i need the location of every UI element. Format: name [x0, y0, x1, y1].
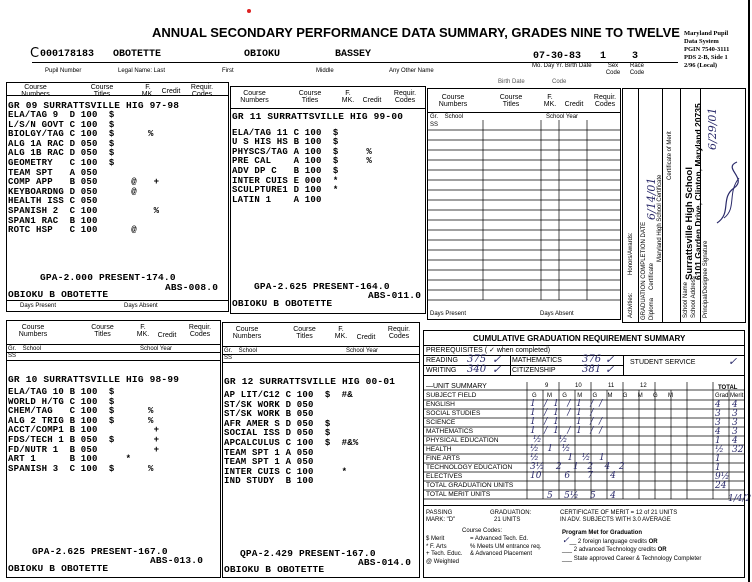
blank-grid-days-present: Days Present — [430, 311, 467, 317]
col-course-numbers-3: Course Numbers — [438, 94, 468, 108]
side-certificate: Certificate — [649, 262, 655, 290]
block-gr10-gpa: GPA-2.625 PRESENT-167.0 — [32, 546, 168, 557]
writing-label: WRITING — [426, 367, 457, 374]
block-gr10-hdr-line — [6, 344, 221, 345]
legend-passing: PASSING — [426, 510, 453, 516]
cum-line-4 — [423, 375, 745, 376]
side-diploma: Diploma — [649, 297, 655, 320]
citizenship-check: ✓ — [605, 363, 615, 376]
unit-marks-grades: 1 / 1 / 1 / / 1 / 1 / 1 / 1 / 1 1 / / 1 / 1 / 1 / / ½ ½ ½ 1 ½ ½ 1 ½ 1 3½ 2 1 2 4 2 10 6 7 4 — [530, 399, 625, 481]
col-credit-2: Credit — [362, 97, 382, 104]
side-school-name: Surrattsville High School — [684, 167, 695, 280]
block-gr10-line3 — [6, 360, 221, 361]
block-gr09-footer-line — [6, 300, 229, 301]
col-fmk-3: F. MK. — [543, 94, 557, 108]
grade-12-label: 12 — [640, 383, 647, 389]
grade-total-merit-marks: 5 5½ 5 4 — [547, 491, 616, 501]
block-gr12-gr: Gr. School — [224, 348, 258, 354]
legend-codes-col1: $ Merit * F. Arts + Tech. Educ. @ Weighted — [426, 536, 463, 565]
side-signed-date: 6/29/01 — [706, 107, 719, 150]
col-credit: Credit — [161, 88, 181, 95]
student-service-label: STUDENT SERVICE — [630, 359, 696, 366]
label-middle: Middle — [316, 68, 334, 74]
side-grad-date-label: GRADUATION COMPLETION DATE — [641, 221, 647, 320]
math-label: MATHEMATICS — [512, 357, 562, 364]
legend-cert-merit2: IN ADV. SUBJECTS WITH 3.0 AVERAGE — [560, 517, 671, 523]
pupil-number: 000178183 — [40, 49, 95, 60]
legend-program-met: Program Met for Graduation — [562, 530, 643, 536]
blank-grid-hdr-line — [427, 112, 621, 113]
col-fmk-2: F. MK. — [341, 90, 355, 104]
col-course-titles: Course Titles — [90, 84, 114, 98]
legend-opt2: ___ 2 advanced Technology credits OR — [562, 547, 667, 553]
block-gr09-courses: ELA/TAG 9 D 100 $ L/S/N GOVT C 100 $ BIOLGY/TAG C 100 $ % ALG 1A RAC D 050 $ ALG 1B RAC D 050 $ GEOMETRY C 100 $ TEAM SPT A 050 COMP APP B 050 @ + KEYBOARDNG D 050 @ HEALTH ISS C 050 SPANISH 2 C 100 % SPAN1 RAC B 100 ROTC HSP C 100 @ — [8, 110, 160, 236]
writing-check: ✓ — [492, 363, 502, 376]
total-label: TOTAL — [718, 385, 738, 391]
block-gr09-name: OBIOKU B OBOTETTE — [8, 289, 109, 300]
block-gr10-header: GR 10 SURRATTSVILLE HIG 98-99 — [8, 374, 180, 385]
label-legal-name: Legal Name: Last — [118, 68, 166, 74]
block-gr11-abs: ABS-011.0 — [368, 290, 422, 301]
scan-edge — [748, 0, 750, 582]
block-gr12-school-year: School Year — [346, 348, 379, 354]
block-gr12-ss: SS — [224, 355, 233, 361]
label-first: First — [222, 68, 234, 74]
side-school-address-label: School Address — [691, 276, 697, 318]
col-course-numbers-4: Course Numbers — [18, 324, 48, 338]
prereq-div-2 — [623, 355, 624, 375]
totals-merit-col: 4 3 3 3 4 32 — [732, 400, 744, 455]
side-honors: Honors/Awards: — [628, 232, 634, 275]
block-gr09-gpa: GPA-2.000 PRESENT-174.0 — [40, 272, 176, 283]
block-gr12-gpa: QPA-2.429 PRESENT-167.0 — [240, 548, 376, 559]
col-course-titles-4: Course Titles — [91, 324, 114, 338]
blank-grid-school-year: School Year — [546, 114, 579, 120]
col-credit-3: Credit — [564, 101, 584, 108]
col-course-numbers-5: Course Numbers — [232, 326, 262, 340]
citizenship-value: 381 — [582, 364, 602, 375]
legend-graduation: GRADUATION: — [490, 510, 532, 516]
block-gr10-ss: SS — [8, 353, 17, 359]
handwritten-note: 1/4/2 — [728, 494, 752, 504]
service-check: ✓ — [728, 355, 738, 368]
side-cert-merit: Certificate of Merit — [667, 131, 673, 180]
legend-opt3: ___ State approved Career & Technology Completer — [562, 556, 702, 562]
grade-9-label: 9 — [545, 383, 549, 389]
legal-last-name: OBOTETTE — [113, 49, 162, 60]
writing-value: 340 — [467, 364, 487, 375]
col-course-titles-2: Course Titles — [298, 90, 322, 104]
col-course-titles-3: Course Titles — [499, 94, 523, 108]
blank-grid-days-absent: Days Absent — [540, 311, 574, 317]
math-check: ✓ — [605, 353, 615, 366]
block-gr11-header: GR 11 SURRATTSVILLE HIG 99-00 — [232, 111, 404, 122]
prereq-label: PREREQUISITES ( ✓ when completed) — [426, 347, 551, 354]
block-gr12-courses: AP LIT/C12 C 100 $ #& ST/SK WORK D 050 ST/SK WORK B 050 AFR AMER S D 050 $ SOCIAL ISS D 050 $ APCALCULUS C 100 $ #&% TEAM SPT 1 A 050 TEAM SPT 1 A 050 INTER CUIS C 100 * IND STUDY B 100 — [224, 390, 359, 487]
block-gr09-header: GR 09 SURRATTSVILLE HIG 97-98 — [8, 100, 180, 111]
reading-value: 375 — [467, 354, 487, 365]
col-fmk-5: F. MK. — [334, 326, 348, 340]
block-gr09-days-present: Days Present — [20, 303, 57, 309]
block-gr09-abs: ABS-008.0 — [165, 282, 219, 293]
col-credit-4: Credit — [157, 332, 177, 339]
col-course-numbers: Course Numbers — [21, 84, 50, 98]
block-gr12-line2 — [222, 354, 420, 355]
red-dot — [247, 9, 251, 13]
label-other-name: Any Other Name — [389, 68, 434, 74]
side-principal-label: Principal/Designee Signature — [703, 240, 709, 318]
unit-summary-label: —UNIT SUMMARY — [426, 383, 487, 390]
cum-line-1 — [423, 345, 745, 346]
race-code: 3 — [632, 51, 639, 62]
blank-grid-ss: SS — [430, 122, 439, 128]
side-activities: Activities: — [628, 292, 634, 318]
math-value: 376 — [582, 354, 602, 365]
student-prefix: C — [30, 46, 40, 61]
gm-labels: GMGMGMGMGM — [532, 393, 684, 399]
grade-11-label: 11 — [608, 383, 615, 389]
totals-grad-col: 4 3 3 4 1 ½ 1 1 9½ 24 — [715, 400, 730, 491]
col-requir-5: Requir. Codes — [387, 326, 411, 340]
label-birth-date: Mo. Day Yr. Birth Date — [532, 63, 592, 69]
subject-list: SUBJECT FIELD ENGLISH SOCIAL STUDIES SCIENCE MATHEMATICS PHYSICAL EDUCATION HEALTH FINE ARTS TECHNOLOGY EDUCATION ELECTIVES TOTAL GRADUATION UNITS TOTAL MERIT UNITS — [426, 392, 514, 498]
birth-date: 07-30-83 — [533, 51, 582, 62]
sex-code: 1 — [600, 51, 607, 62]
col-fmk-4: F. MK. — [136, 324, 150, 338]
legend-course-codes: Course Codes: — [462, 528, 503, 534]
principal-signature-scribble — [712, 158, 742, 228]
col-course-titles-5: Course Titles — [293, 326, 316, 340]
label-pupil-number: Pupil Number — [45, 68, 82, 74]
block-gr11-hdr-line — [230, 108, 426, 109]
side-divider-3 — [680, 88, 681, 323]
side-md-cert: Maryland High School Certificate — [657, 174, 663, 262]
block-gr12-abs: ABS-014.0 — [358, 557, 412, 568]
col-requir-3: Requir. Codes — [593, 94, 617, 108]
block-gr10-courses: ELA/TAG 10 B 100 $ WORLD H/TG C 100 $ CHEM/TAG C 100 $ % ALG 2 TRIG B 100 $ % ACCT/COMP1 B 100 + FDS/TECH 1 B 050 $ + FD/NUTR 1 B 050 + ART 1 B 100 * SPANISH 3 C 100 $ % — [8, 387, 160, 474]
legend-mark: MARK: "D" — [426, 517, 456, 523]
legend-codes-col2: = Advanced Tech. Ed. % Meets UM entrance req. & Advanced Placement — [470, 536, 542, 557]
col-course-numbers-2: Course Numbers — [240, 90, 269, 104]
label-race-code: Race Code — [629, 63, 645, 76]
side-divider-1 — [638, 88, 639, 323]
legend-opt1: ✓__ 2 foreign language credits OR — [562, 536, 658, 546]
middle-name: BASSEY — [335, 49, 372, 60]
side-school-address: 6101 Garden Drive, Clinton, Maryland 20735 — [693, 103, 703, 280]
col-requir: Requir. Codes — [190, 84, 214, 98]
reading-check: ✓ — [492, 353, 502, 366]
col-requir-2: Requir. Codes — [393, 90, 417, 104]
blank-grid-lines — [427, 120, 621, 310]
block-gr12-name: OBIOKU B OBOTETTE — [224, 564, 325, 575]
form-title: ANNUAL SECONDARY PERFORMANCE DATA SUMMARY, GRADES NINE TO TWELVE — [152, 25, 680, 40]
block-gr10-abs: ABS-013.0 — [150, 555, 204, 566]
block-gr11-courses: ELA/TAG 11 C 100 $ U S HIS HS B 100 $ PHYSCS/TAG A 100 $ % PRE CAL A 100 $ % ADV DP C B 100 $ INTER CUIS E 000 * SCULPTURE1 D 100 * LATIN 1 A 100 — [232, 127, 373, 205]
block-gr11-gpa: GPA-2.625 PRESENT-164.0 — [254, 281, 390, 292]
blank-grid-gr-label: Gr. School — [430, 114, 464, 120]
label-sex-code: Sex Code — [605, 63, 621, 76]
col-requir-4: Requir. Codes — [188, 324, 212, 338]
block-gr10-school-year: School Year — [140, 346, 173, 352]
reading-label: READING — [426, 357, 458, 364]
label-code-small: Code — [552, 79, 567, 85]
legend-cert-merit: CERTIFICATE OF MERIT = 12 of 21 UNITS — [560, 510, 678, 516]
grade-10-label: 10 — [575, 383, 582, 389]
first-name: OBIOKU — [244, 49, 281, 60]
block-gr09-days-absent: Days Absent — [124, 303, 158, 309]
cumulative-title: CUMULATIVE GRADUATION REQUIREMENT SUMMARY — [473, 334, 686, 343]
block-gr10-name: OBIOKU B OBOTETTE — [8, 563, 109, 574]
block-gr10-gr: Gr. School — [8, 346, 42, 352]
prereq-div-1 — [510, 355, 511, 375]
block-gr11-name: OBIOKU B OBOTETTE — [232, 298, 333, 309]
legend-top-line — [423, 505, 745, 506]
merit-label: Merit — [730, 393, 744, 399]
block-gr12-line3 — [222, 362, 420, 363]
legend-grad-units: 21 UNITS — [494, 517, 521, 523]
citizenship-label: CITIZENSHIP — [512, 367, 556, 374]
grad-label: Grad — [715, 393, 729, 399]
col-credit-5: Credit — [356, 334, 376, 341]
form-info: Maryland Pupil Data System PGIN 7540-3111 PDS 2-B, Side 1 2/96 (Local) — [684, 30, 730, 69]
block-gr12-header: GR 12 SURRATTSVILLE HIG 00-01 — [224, 376, 396, 387]
block-gr10-line2 — [6, 352, 221, 353]
side-school-name-label: School Name — [683, 281, 689, 318]
block-gr12-hdr-line — [222, 346, 420, 347]
label-birth-date-small: Birth Date — [498, 79, 525, 85]
side-grad-date-value: 6/14/01 — [645, 177, 658, 220]
col-fmk: F. MK. — [141, 84, 155, 98]
